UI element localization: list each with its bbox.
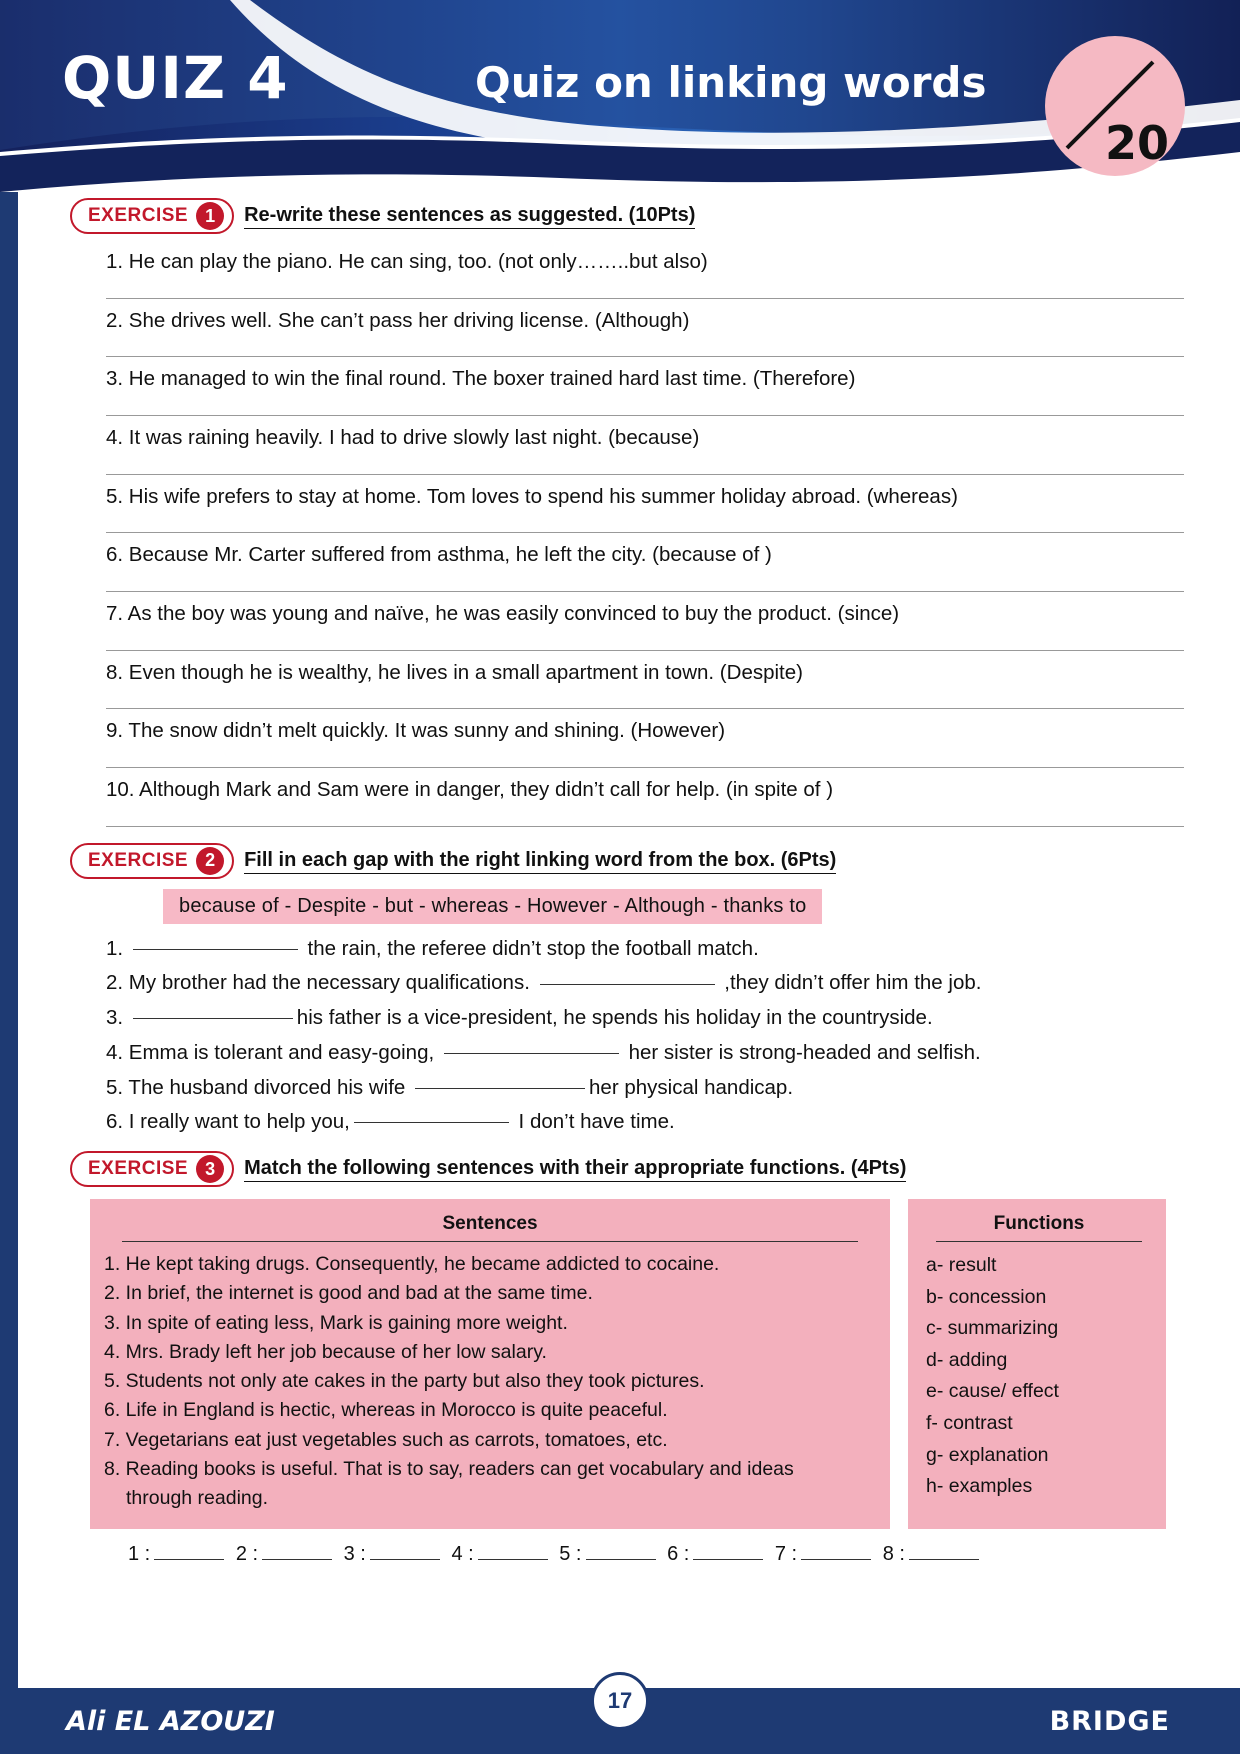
quiz-number-title: QUIZ 4 [62,44,289,112]
question-item [106,776,1202,827]
answer-label: 8 : [882,1543,905,1566]
gap-text-post: her physical handicap. [589,1075,794,1099]
gap-item [106,1107,1212,1137]
answer-blank[interactable] [478,1559,548,1560]
exercise-1-badge-number: 1 [196,202,224,230]
sentence-item: 7. Vegetarians eat just vegetables such as carrots, tomatoes, etc. [104,1428,668,1451]
footer-author: Ali EL AZOUZI [66,1705,275,1737]
matching-area [28,1199,1212,1529]
functions-panel-title: Functions [936,1213,1142,1242]
quiz-subject-title: Quiz on linking words [475,58,987,107]
gap-text-pre: 2. My brother had the necessary qualifications. [106,971,536,995]
gap-text-pre: 1. [106,936,129,960]
answer-label: 5 : [559,1543,582,1566]
function-item: d- adding [926,1348,1008,1371]
question-item [106,717,1202,768]
answer-line[interactable] [106,298,1184,299]
gap-blank[interactable] [133,1018,293,1019]
question-text: 8. Even though he is wealthy, he lives in a small apartment in town. (Despite) [106,660,803,684]
exercise-2-instruction: Fill in each gap with the right linking word from the box. (6Pts) [244,848,836,874]
question-text: 2. She drives well. She can’t pass her driving license. (Although) [106,308,690,332]
gap-text-post: ,they didn’t offer him the job. [718,971,982,995]
question-text: 5. His wife prefers to stay at home. Tom loves to spend his summer holiday abroad. (whereas) [106,484,958,508]
question-text: 6. Because Mr. Carter suffered from asthma, he left the city. (because of ) [106,543,772,567]
score-total: 20 [1104,116,1169,170]
exercise-2-badge-label: EXERCISE [88,849,189,871]
worksheet-body [0,192,1240,1566]
answer-blank[interactable] [262,1559,332,1560]
sentence-item: 1. He kept taking drugs. Consequently, he became addicted to cocaine. [104,1253,720,1276]
answer-line[interactable] [106,415,1184,416]
gap-blank[interactable] [133,949,298,950]
exercise-3-badge [70,1151,234,1187]
answer-blank[interactable] [370,1559,440,1560]
question-text: 3. He managed to win the final round. The boxer trained hard last time. (Therefore) [106,367,856,391]
answer-line[interactable] [106,708,1184,709]
sentence-item: 2. In brief, the internet is good and bad at the same time. [104,1282,593,1305]
answer-label: 2 : [235,1543,259,1566]
functions-panel [908,1199,1166,1529]
question-text: 9. The snow didn’t melt quickly. It was sunny and shining. (However) [106,719,726,743]
sentences-panel [90,1199,890,1529]
exercise-1-badge [70,198,234,234]
question-item [106,541,1202,592]
answer-blank[interactable] [154,1559,224,1560]
gap-item [106,1038,1212,1068]
function-item: h- examples [926,1475,1033,1498]
answer-line[interactable] [106,650,1184,651]
page-number: 17 [591,1672,649,1730]
function-item: f- contrast [926,1411,1013,1434]
sentence-item: 5. Students not only ate cakes in the party but also they took pictures. [104,1370,705,1393]
question-text: 7. As the boy was young and naïve, he was easily convinced to buy the product. (since) [106,602,900,626]
question-item [106,307,1202,358]
question-item [106,659,1202,710]
gap-text-pre: 5. The husband divorced his wife [106,1075,412,1099]
answer-blank[interactable] [801,1559,871,1560]
answer-blank[interactable] [909,1559,979,1560]
sentence-item: 3. In spite of eating less, Mark is gaining more weight. [104,1311,568,1334]
answer-label: 7 : [774,1543,798,1566]
answer-blank[interactable] [693,1559,763,1560]
gap-text-post: I don’t have time. [512,1110,675,1134]
exercise-1-questions [28,248,1212,827]
exercise-1-badge-label: EXERCISE [88,205,189,226]
question-item [106,483,1202,534]
question-item [106,248,1202,299]
answer-label: 6 : [667,1543,690,1566]
gap-text-post: her sister is strong-headed and selfish. [622,1040,981,1064]
gap-blank[interactable] [354,1122,509,1123]
question-item [106,424,1202,475]
answer-blank[interactable] [586,1559,656,1560]
answer-line[interactable] [106,591,1184,592]
gap-text-post: the rain, the referee didn’t stop the football match. [301,936,759,960]
question-text: 1. He can play the piano. He can sing, too. (not only……..but also) [106,250,708,273]
word-bank: because of - Despite - but - whereas - However - Although - thanks to [163,889,822,924]
answer-label: 3 : [343,1543,366,1566]
answer-line[interactable] [106,532,1184,533]
gap-blank[interactable] [444,1053,619,1054]
exercise-3-header [70,1151,1212,1187]
question-text: 4. It was raining heavily. I had to drive slowly last night. (because) [106,426,700,450]
gap-item [106,968,1212,998]
gap-text-pre: 6. I really want to help you, [106,1110,350,1134]
exercise-2-header [70,843,1212,879]
score-badge [1045,36,1185,176]
answer-label: 4 : [451,1543,474,1566]
gap-blank[interactable] [540,984,715,985]
gap-blank[interactable] [415,1088,585,1089]
sentence-item-continuation: through reading. [126,1487,269,1510]
answer-line[interactable] [106,356,1184,357]
function-item: c- summarizing [926,1317,1059,1340]
sentence-item: 6. Life in England is hectic, whereas in Morocco is quite peaceful. [104,1399,668,1422]
page-header [0,0,1240,192]
gap-text-pre: 3. [106,1006,129,1030]
sentence-item: 8. Reading books is useful. That is to say, readers can get vocabulary and ideas [104,1457,794,1480]
matching-answer-row [28,1543,1212,1566]
sentences-panel-title: Sentences [122,1213,858,1242]
exercise-2-questions [28,934,1212,1137]
gap-item [106,934,1212,964]
gap-text-pre: 4. Emma is tolerant and easy-going, [106,1040,440,1064]
answer-line[interactable] [106,767,1184,768]
question-item [106,365,1202,416]
function-item: g- explanation [926,1443,1049,1466]
answer-label: 1 : [128,1543,151,1566]
exercise-3-instruction: Match the following sentences with their appropriate functions. (4Pts) [244,1156,906,1182]
footer-brand: BRIDGE [1049,1705,1170,1737]
function-item: e- cause/ effect [926,1380,1059,1403]
exercise-2-badge-number: 2 [196,847,224,875]
exercise-3-badge-label: EXERCISE [88,1158,189,1180]
exercise-1-instruction: Re-write these sentences as suggested. (10Pts) [244,203,695,229]
exercise-3-badge-number: 3 [196,1155,224,1183]
gap-item [106,1073,1212,1103]
function-item: a- result [926,1254,997,1277]
gap-item [106,1003,1212,1033]
answer-line[interactable] [106,474,1184,475]
exercise-1-header [70,198,1212,234]
sentence-item: 4. Mrs. Brady left her job because of her low salary. [104,1340,547,1363]
exercise-2-badge [70,843,234,879]
page-footer [0,1688,1240,1754]
gap-text-post: his father is a vice-president, he spends his holiday in the countryside. [296,1006,933,1030]
answer-line[interactable] [106,826,1184,827]
function-item: b- concession [926,1285,1047,1308]
question-item [106,600,1202,651]
question-text: 10. Although Mark and Sam were in danger, they didn’t call for help. (in spite of ) [106,778,834,802]
